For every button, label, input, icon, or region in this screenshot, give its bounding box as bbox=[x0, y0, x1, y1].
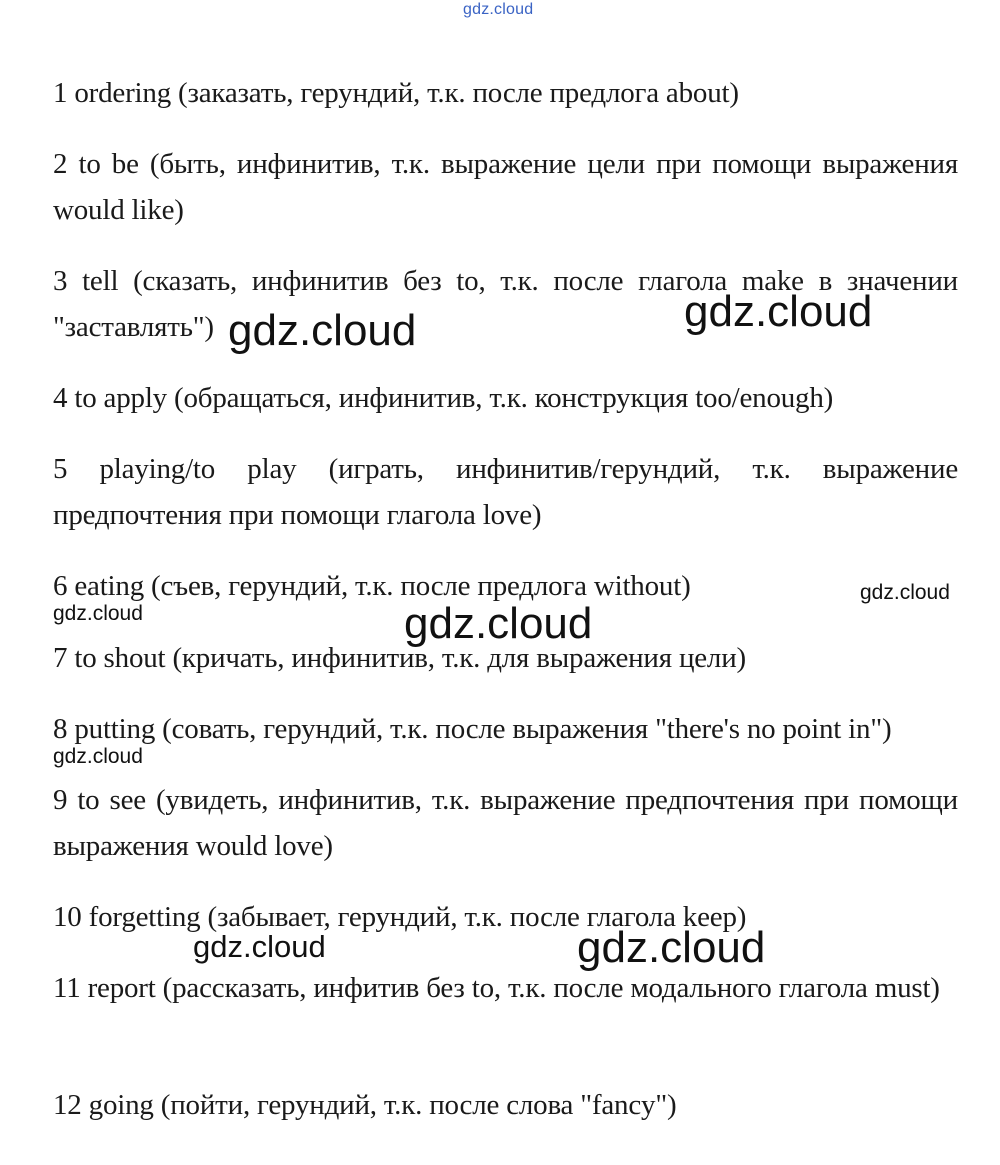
watermark: gdz.cloud bbox=[53, 602, 143, 625]
answer-item-4: 4 to apply (обращаться, инфинитив, т.к. конструкция too/enough) bbox=[53, 382, 834, 414]
answer-item-10: 10 forgetting (забывает, герундий, т.к. после глагола keep) bbox=[53, 901, 747, 933]
watermark: gdz.cloud bbox=[228, 306, 417, 355]
watermark: gdz.cloud bbox=[404, 599, 593, 648]
answer-item-5: 5 playing/to play (играть, инфинитив/герундий, т.к. выражение предпочтения при помощи глагола love) bbox=[53, 453, 958, 531]
answer-item-6: 6 eating (съев, герундий, т.к. после предлога without) bbox=[53, 570, 691, 602]
watermark: gdz.cloud bbox=[577, 923, 766, 972]
answer-item-3: 3 tell (сказать, инфинитив без to, т.к. после глагола make в значении "заставлять") bbox=[53, 265, 958, 343]
header-watermark: gdz.cloud bbox=[463, 1, 534, 18]
answer-item-11: 11 report (рассказать, инфитив без to, т.к. после модального глагола must) bbox=[53, 972, 940, 1004]
answer-item-7: 7 to shout (кричать, инфинитив, т.к. для выражения цели) bbox=[53, 642, 746, 674]
watermark: gdz.cloud bbox=[860, 581, 950, 604]
watermark: gdz.cloud bbox=[53, 745, 143, 768]
answer-item-9: 9 to see (увидеть, инфинитив, т.к. выражение предпочтения при помощи выражения would love) bbox=[53, 784, 958, 862]
watermark: gdz.cloud bbox=[684, 287, 873, 336]
watermark: gdz.cloud bbox=[193, 929, 326, 964]
answer-item-2: 2 to be (быть, инфинитив, т.к. выражение цели при помощи выражения would like) bbox=[53, 148, 958, 226]
answer-item-8: 8 putting (совать, герундий, т.к. после выражения "there's no point in") bbox=[53, 713, 892, 745]
answer-item-1: 1 ordering (заказать, герундий, т.к. после предлога about) bbox=[53, 77, 739, 109]
answer-item-12: 12 going (пойти, герундий, т.к. после слова "fancy") bbox=[53, 1089, 677, 1121]
